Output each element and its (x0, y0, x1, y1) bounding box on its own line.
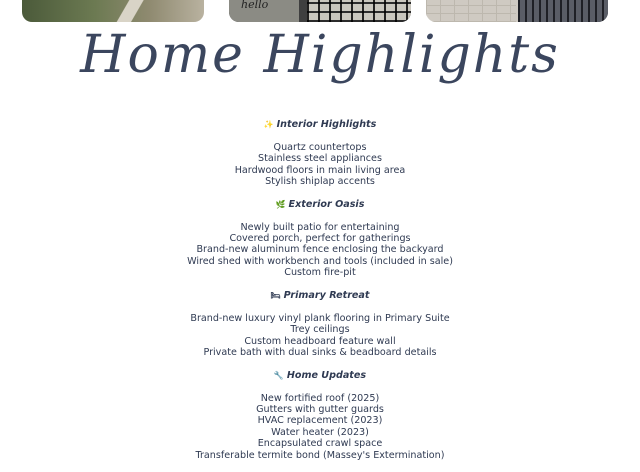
herb-icon: 🌿 (275, 199, 286, 209)
section-heading (0, 199, 640, 210)
section-interior (0, 119, 640, 187)
lawn-walkway-photo (22, 0, 204, 22)
section-heading (0, 290, 640, 301)
list-item: Encapsulated crawl space (257, 438, 383, 450)
highlights-list (0, 119, 640, 472)
list-item: Custom fire-pit (284, 267, 356, 279)
list-item: Custom headboard feature wall (244, 335, 396, 347)
section-updates (0, 370, 640, 461)
heading-text: Exterior Oasis (288, 198, 365, 210)
drain-grate (518, 0, 608, 22)
paver-patio-photo (426, 0, 608, 22)
section-heading (0, 119, 640, 130)
list-item: Covered porch, perfect for gatherings (229, 233, 411, 245)
heading-text: Primary Retreat (283, 290, 370, 302)
heading-text: Home Updates (286, 369, 367, 381)
list-item: Hardwood floors in main living area (234, 164, 406, 176)
bed-icon: 🛏 (270, 291, 281, 301)
list-item: Brand-new luxury vinyl plank flooring in Primary Suite (190, 312, 450, 324)
list-item: New fortified roof (2025) (260, 392, 380, 404)
list-item: Private bath with dual sinks & beadboard details (203, 347, 437, 359)
wrench-icon: 🔧 (273, 370, 284, 380)
section-heading (0, 370, 640, 381)
list-item: Newly built patio for entertaining (240, 221, 400, 233)
section-primary (0, 290, 640, 358)
section-exterior (0, 199, 640, 279)
list-item: Gutters with gutter guards (256, 404, 384, 416)
list-item: Transferable termite bond (Massey's Extermination) (195, 449, 445, 461)
list-item: Trey ceilings (290, 324, 350, 336)
list-item: HVAC replacement (2023) (257, 415, 383, 427)
page-title: Home Highlights (80, 25, 560, 85)
sparkles-icon: ✨ (263, 120, 274, 129)
doormat-text: hello (241, 0, 269, 11)
list-item: Quartz countertops (273, 141, 367, 153)
list-item: Wired shed with workbench and tools (included in sale) (187, 255, 453, 267)
list-item: Stainless steel appliances (258, 153, 382, 165)
list-item: Stylish shiplap accents (265, 176, 375, 188)
doormat-porch-photo (229, 0, 411, 22)
list-item: Water heater (2023) (271, 426, 369, 438)
heading-text: Interior Highlights (276, 119, 377, 130)
list-item: Brand-new aluminum fence enclosing the backyard (196, 244, 444, 256)
floor-tiles (307, 0, 411, 22)
pavers (426, 0, 516, 22)
